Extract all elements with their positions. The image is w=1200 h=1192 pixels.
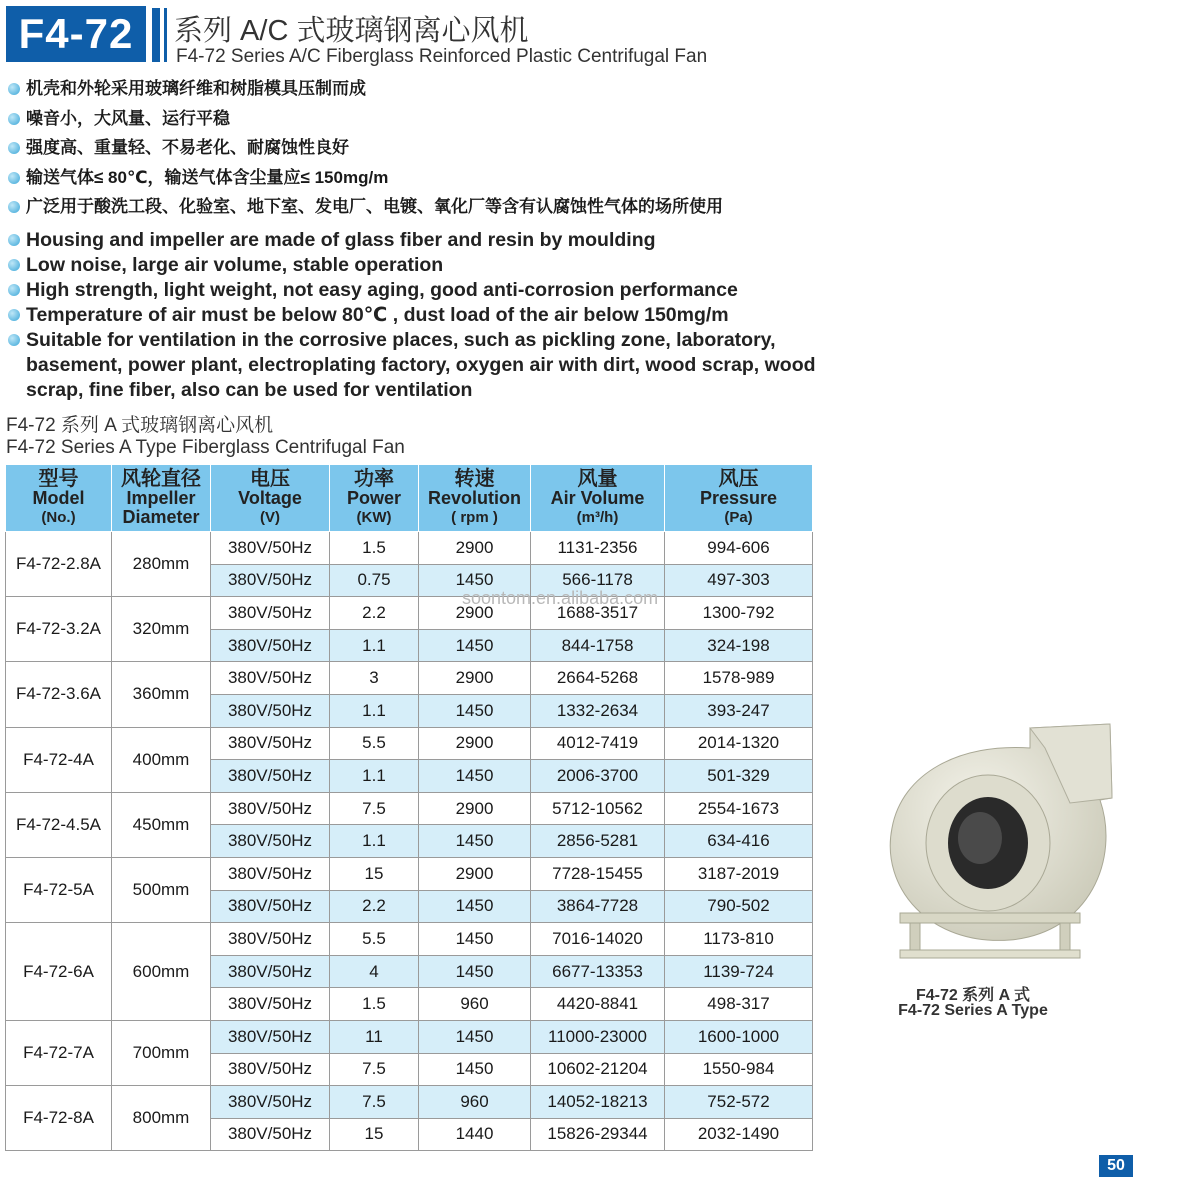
revolution-cell: 1450 [419,1053,531,1086]
feature-item: 噪音小，大风量、运行平稳 [8,108,723,138]
voltage-cell: 380V/50Hz [211,662,330,695]
pressure-cell: 501-329 [665,760,813,793]
table-title-english: F4-72 Series A Type Fiberglass Centrifugal Fan [6,437,405,458]
power-cell: 15 [330,1118,419,1151]
revolution-cell: 2900 [419,662,531,695]
pressure-cell: 393-247 [665,694,813,727]
air-volume-cell: 4012-7419 [531,727,665,760]
table-row [6,597,813,630]
pressure-cell: 1600-1000 [665,1020,813,1053]
air-volume-cell: 2856-5281 [531,825,665,858]
voltage-cell: 380V/50Hz [211,792,330,825]
power-cell: 2.2 [330,597,419,630]
model-badge: F4-72 [6,6,146,62]
revolution-cell: 2900 [419,727,531,760]
table-row [6,1086,813,1119]
model-cell: F4-72-8A [6,1086,112,1151]
voltage-cell: 380V/50Hz [211,825,330,858]
revolution-cell: 960 [419,988,531,1021]
page-header [6,6,906,66]
bullet-icon [8,309,20,321]
pressure-cell: 1300-792 [665,597,813,630]
table-row [6,532,813,565]
air-volume-cell: 2664-5268 [531,662,665,695]
model-cell: F4-72-2.8A [6,532,112,597]
bullet-icon [8,201,20,213]
title-english: F4-72 Series A/C Fiberglass Reinforced Plastic Centrifugal Fan [176,46,708,67]
power-cell: 7.5 [330,1086,419,1119]
spec-table-header [6,465,813,532]
air-volume-cell: 11000-23000 [531,1020,665,1053]
air-volume-cell: 15826-29344 [531,1118,665,1151]
pressure-cell: 1139-724 [665,955,813,988]
voltage-cell: 380V/50Hz [211,890,330,923]
voltage-cell: 380V/50Hz [211,1118,330,1151]
revolution-cell: 1450 [419,760,531,793]
power-cell: 11 [330,1020,419,1053]
voltage-cell: 380V/50Hz [211,760,330,793]
bullet-icon [8,259,20,271]
impeller-cell: 800mm [112,1086,211,1151]
air-volume-cell: 1131-2356 [531,532,665,565]
revolution-cell: 1450 [419,955,531,988]
air-volume-cell: 2006-3700 [531,760,665,793]
feature-item: Suitable for ventilation in the corrosive places, such as pickling zone, laboratory, [8,328,816,353]
voltage-cell: 380V/50Hz [211,955,330,988]
power-cell: 1.5 [330,988,419,1021]
bullet-icon [8,142,20,154]
power-cell: 7.5 [330,792,419,825]
power-cell: 5.5 [330,923,419,956]
spec-table [5,464,813,1151]
features-chinese-list [8,78,723,226]
pressure-cell: 1550-984 [665,1053,813,1086]
feature-item: 广泛用于酸洗工段、化验室、地下室、发电厂、电镀、氧化厂等含有认腐蚀性气体的场所使用 [8,196,723,226]
power-cell: 2.2 [330,890,419,923]
table-row [6,727,813,760]
bullet-icon [8,113,20,125]
voltage-cell: 380V/50Hz [211,1020,330,1053]
air-volume-cell: 5712-10562 [531,792,665,825]
revolution-cell: 1440 [419,1118,531,1151]
revolution-cell: 2900 [419,532,531,565]
bullet-icon [8,334,20,346]
column-header: 风压 Pressure (Pa) [665,465,813,532]
pressure-cell: 497-303 [665,564,813,597]
revolution-cell: 1450 [419,694,531,727]
impeller-cell: 600mm [112,923,211,1021]
column-header: 风量 Air Volume (m³/h) [531,465,665,532]
feature-item: 输送气体≤ 80℃，输送气体含尘量应≤ 150mg/m [8,167,723,197]
bullet-icon [8,284,20,296]
pressure-cell: 324-198 [665,629,813,662]
pressure-cell: 2554-1673 [665,792,813,825]
feature-item: Housing and impeller are made of glass fiber and resin by moulding [8,228,816,253]
air-volume-cell: 1688-3517 [531,597,665,630]
model-cell: F4-72-4A [6,727,112,792]
bullet-icon [8,83,20,95]
power-cell: 1.1 [330,694,419,727]
power-cell: 3 [330,662,419,695]
watermark-text: soontom.en.alibaba.com [462,588,659,608]
table-row [6,662,813,695]
air-volume-cell: 4420-8841 [531,988,665,1021]
power-cell: 4 [330,955,419,988]
spec-table-body [6,532,813,1151]
impeller-cell: 360mm [112,662,211,727]
column-header: 功率 Power (KW) [330,465,419,532]
feature-item-continued: basement, power plant, electroplating factory, oxygen air with dirt, wood scrap, wood [26,354,816,376]
air-volume-cell: 844-1758 [531,629,665,662]
revolution-cell: 960 [419,1086,531,1119]
power-cell: 0.75 [330,564,419,597]
page-number: 50 [1099,1155,1133,1177]
air-volume-cell: 7016-14020 [531,923,665,956]
impeller-cell: 320mm [112,597,211,662]
column-header: 电压 Voltage (V) [211,465,330,532]
revolution-cell: 1450 [419,564,531,597]
revolution-cell: 1450 [419,825,531,858]
power-cell: 15 [330,857,419,890]
revolution-cell: 2900 [419,792,531,825]
air-volume-cell: 10602-21204 [531,1053,665,1086]
pressure-cell: 994-606 [665,532,813,565]
bullet-icon [8,172,20,184]
impeller-cell: 700mm [112,1020,211,1085]
revolution-cell: 1450 [419,923,531,956]
voltage-cell: 380V/50Hz [211,629,330,662]
voltage-cell: 380V/50Hz [211,532,330,565]
feature-item: Low noise, large air volume, stable operation [8,253,816,278]
voltage-cell: 380V/50Hz [211,857,330,890]
pressure-cell: 3187-2019 [665,857,813,890]
power-cell: 1.1 [330,629,419,662]
pressure-cell: 1173-810 [665,923,813,956]
model-cell: F4-72-7A [6,1020,112,1085]
pressure-cell: 2014-1320 [665,727,813,760]
air-volume-cell: 3864-7728 [531,890,665,923]
impeller-cell: 400mm [112,727,211,792]
power-cell: 1.1 [330,760,419,793]
impeller-cell: 450mm [112,792,211,857]
table-row [6,857,813,890]
pressure-cell: 634-416 [665,825,813,858]
table-row [6,792,813,825]
feature-item: High strength, light weight, not easy aging, good anti-corrosion performance [8,278,816,303]
divider-bar-thin [164,8,167,62]
title-chinese: 系列 A/C 式玻璃钢离心风机 [174,15,529,47]
pressure-cell: 2032-1490 [665,1118,813,1151]
power-cell: 1.1 [330,825,419,858]
pressure-cell: 498-317 [665,988,813,1021]
column-header: 转速 Revolution ( rpm ) [419,465,531,532]
feature-item: 机壳和外轮采用玻璃纤维和树脂模具压制而成 [8,78,723,108]
voltage-cell: 380V/50Hz [211,727,330,760]
air-volume-cell: 7728-15455 [531,857,665,890]
revolution-cell: 1450 [419,890,531,923]
table-title-chinese: F4-72 系列 A 式玻璃钢离心风机 [6,415,274,436]
voltage-cell: 380V/50Hz [211,597,330,630]
power-cell: 1.5 [330,532,419,565]
pressure-cell: 1578-989 [665,662,813,695]
model-cell: F4-72-6A [6,923,112,1021]
voltage-cell: 380V/50Hz [211,564,330,597]
column-header: 风轮直径 Impeller Diameter [112,465,211,532]
power-cell: 7.5 [330,1053,419,1086]
product-caption-chinese: F4-72 系列 A 式 [915,987,1031,1004]
revolution-cell: 1450 [419,1020,531,1053]
voltage-cell: 380V/50Hz [211,988,330,1021]
air-volume-cell: 1332-2634 [531,694,665,727]
air-volume-cell: 6677-13353 [531,955,665,988]
revolution-cell: 2900 [419,857,531,890]
product-caption-english: F4-72 Series A Type [898,1002,1048,1019]
voltage-cell: 380V/50Hz [211,1053,330,1086]
voltage-cell: 380V/50Hz [211,1086,330,1119]
feature-item: Temperature of air must be below 80℃ , dust load of the air below 150mg/m [8,303,816,328]
voltage-cell: 380V/50Hz [211,694,330,727]
power-cell: 5.5 [330,727,419,760]
model-cell: F4-72-3.2A [6,597,112,662]
impeller-cell: 500mm [112,857,211,922]
air-volume-cell: 566-1178 [531,564,665,597]
pressure-cell: 790-502 [665,890,813,923]
features-english-list [8,228,816,403]
table-row [6,1020,813,1053]
feature-item-continued: scrap, fine fiber, also can be used for ventilation [26,379,473,401]
divider-bar [152,8,160,62]
column-header: 型号 Model (No.) [6,465,112,532]
table-row [6,923,813,956]
voltage-cell: 380V/50Hz [211,923,330,956]
bullet-icon [8,234,20,246]
revolution-cell: 1450 [419,629,531,662]
model-cell: F4-72-5A [6,857,112,922]
fan-product-image [870,718,1120,968]
impeller-cell: 280mm [112,532,211,597]
feature-item: 强度高、重量轻、不易老化、耐腐蚀性良好 [8,137,723,167]
model-cell: F4-72-3.6A [6,662,112,727]
revolution-cell: 2900 [419,597,531,630]
model-cell: F4-72-4.5A [6,792,112,857]
pressure-cell: 752-572 [665,1086,813,1119]
air-volume-cell: 14052-18213 [531,1086,665,1119]
